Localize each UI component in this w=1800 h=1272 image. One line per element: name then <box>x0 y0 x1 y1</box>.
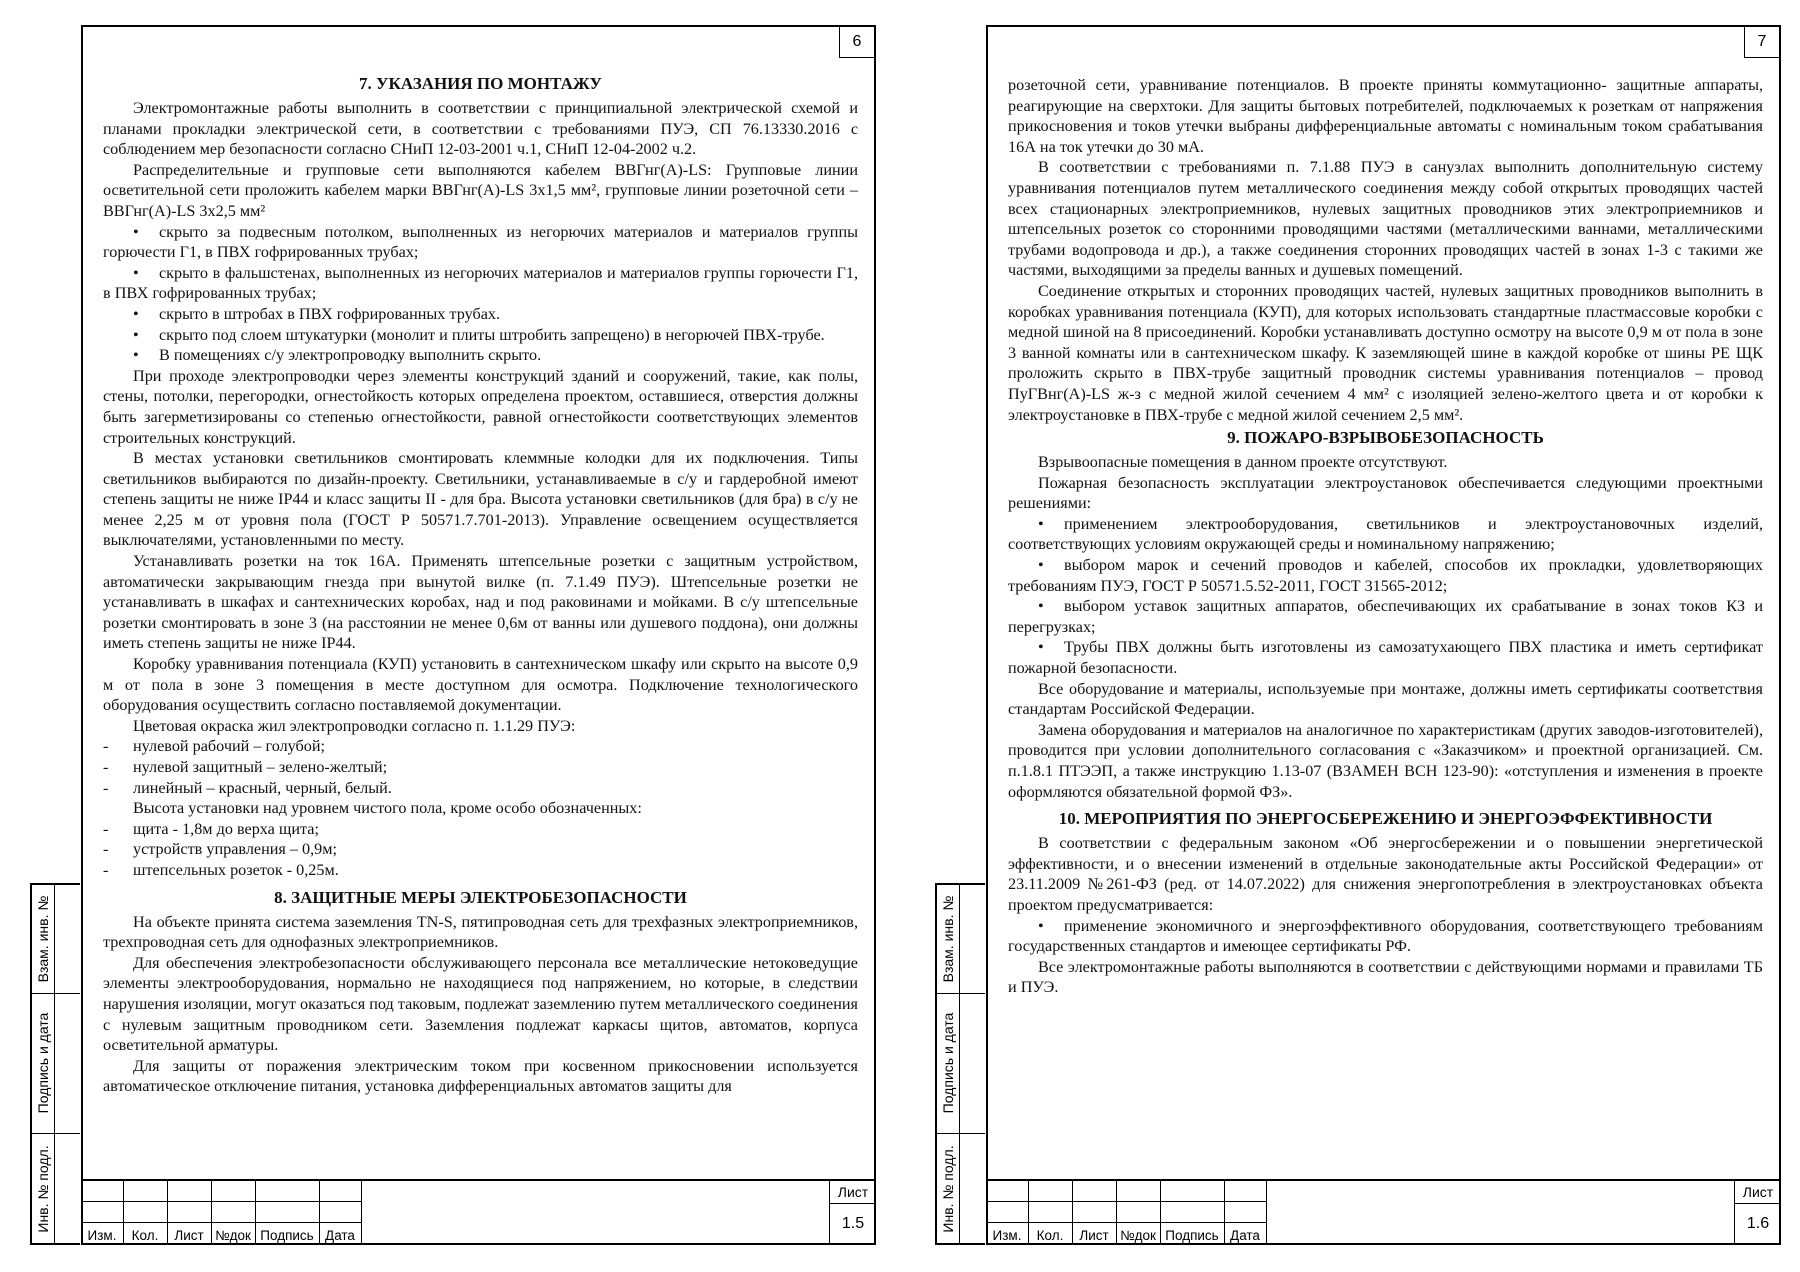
page-content <box>1008 75 1763 998</box>
paragraph: В соответствии с требованиями п. 7.1.88 ПУЭ в санузлах выполнить дополнительную систему уравнивания потенциалов путем металлического соединения между собой открытых проводящих частей всех стационарных электроприемников, нулевых защитных проводников этих электроприемников и штепсельных розеток со сторонними проводящими частями (металлическими ваннами, металлическими трубами водопровода и др.), а также соединения сторонних проводящих частей в зонах 1-3 с такими же частями, выходящими за пределы ванных и душевых помещений. <box>1008 158 1763 280</box>
bullet-icon: • <box>1038 597 1044 616</box>
sheet-label: Лист <box>830 1181 876 1204</box>
bullet-item: • скрыто за подвесным потолком, выполненных из негорючих материалов и материалов группы горючести Г1, в ПВХ гофрированных трубах; <box>103 222 858 262</box>
dash-item: - линейный – красный, черный, белый. <box>103 778 392 797</box>
page-number: 7 <box>1744 27 1779 58</box>
bullet-icon: • <box>133 304 139 323</box>
bullet-item: • применением электрооборудования, светильников и электроустановочных изделий, соответствующих условиям окружающей среды и номинальному напряжению; <box>1008 514 1763 554</box>
side-stamp <box>30 883 80 1245</box>
dash-item: - нулевой рабочий – голубой; <box>103 737 326 756</box>
section-heading: 8. ЗАЩИТНЫЕ МЕРЫ ЭЛЕКТРОБЕЗОПАСНОСТИ <box>274 887 687 907</box>
title-block <box>986 1179 1781 1245</box>
sheet-right <box>935 25 1774 1247</box>
dash-item: - нулевой защитный – зелено-желтый; <box>103 758 388 776</box>
title-block <box>81 1179 876 1245</box>
bullet-item: • скрыто в фальшстенах, выполненных из негорючих материалов и материалов группы горючести Г1, в ПВХ гофрированных трубах; <box>103 263 858 303</box>
paragraph: Распределительные и групповые сети выполняются кабелем ВВГнг(А)-LS: Групповые линии осветительной сети проложить кабелем марки ВВГнг(А)-LS 3х1,5 мм², групповые линии розеточной сети – ВВГнг(А)-LS 3х2,5 мм² <box>103 160 858 220</box>
page-number: 6 <box>839 27 874 58</box>
sheet-number: 1.6 <box>1746 1215 1770 1232</box>
side-label-inv-podl: Инв. № подл. <box>940 1145 956 1233</box>
paragraph: В местах установки светильников смонтировать клеммные колодки для их подключения. Типы светильников выбираются по дизайн-проекту. Светильники, устанавливаемые в с/у и гардеробной имеют степень защиты не ниже IP44 и класс защиты II - для бра. Высота установки светильников (для бра) в с/у не менее 2,25 м от уровня пола (ГОСТ Р 50571.7.701-2013). Управление освещением осуществляется выключателями, установленными по месту. <box>103 449 858 550</box>
bullet-icon: • <box>1038 514 1044 533</box>
side-label-inv-podl: Инв. № подл. <box>35 1145 51 1233</box>
paragraph: Электромонтажные работы выполнить в соответствии с принципиальной электрической схемой и планами прокладки электрической сети, в соответствии с требованиями ПУЭ, СП 76.13330.2016 с соблюдением мер безопасности согласно СНиП 12-03-2001 ч.1, СНиП 12-04-2002 ч.2. <box>103 99 858 159</box>
paragraph: Коробку уравнивания потенциала (КУП) установить в сантехническом шкафу или скрыто на высоте 0,9 м от пола в зоне 3 помещения в месте доступном для осмотра. Подключение технологического оборудования осуществить согласно поставляемой документации. <box>103 655 858 715</box>
stamp-ndok-label: №док <box>215 1228 251 1243</box>
side-label-vzam: Взам. инв. № <box>35 895 51 983</box>
page-frame <box>986 25 1781 1245</box>
bullet-item: • скрыто в штробах в ПВХ гофрированных трубах. <box>133 304 501 323</box>
stamp-list-label: Лист <box>174 1228 204 1243</box>
bullet-item: • скрыто под слоем штукатурки (монолит и плиты штробить запрещено) в негорючей ПВХ-трубе. <box>133 325 825 344</box>
bullet-icon: • <box>1038 556 1044 575</box>
stamp-data-label: Дата <box>1230 1228 1260 1243</box>
dash-item: - штепсельных розеток - 0,25м. <box>103 860 339 879</box>
paragraph: Замена оборудования и материалов на аналогичное по характеристикам (других заводов-изготовителей), проводится при условии дополнительного согласования с «Заказчиком» и проектной организацией. См. п.1.8.1 ПТЭЭП, а также инструкцию 1.13-07 (ВЗАМЕН ВСН 123-90): «отступления и изменения в проекте оформляются обязательной формой ФЗ». <box>1008 720 1763 801</box>
paragraph: В соответствии с федеральным законом «Об энергосбережении и о повышении энергетической эффективности, и о внесении изменений в отдельные законодательные акты Российской Федерации» от 23.11.2009 №261-ФЗ (ред. от 14.07.2022) для снижения энергопотребления в электроустановках объекта проектом предусматривается: <box>1008 834 1763 914</box>
paragraph: Высота установки над уровнем чистого пола, кроме особо обозначенных: <box>133 799 642 818</box>
bullet-item: • В помещениях с/у электропроводку выполнить скрыто. <box>133 346 542 365</box>
side-label-podpis-data: Подпись и дата <box>35 1012 51 1114</box>
page-content <box>103 71 858 1097</box>
sheet-number-box <box>1734 1181 1781 1245</box>
paragraph: Цветовая окраска жил электропроводки согласно п. 1.1.29 ПУЭ: <box>133 716 576 735</box>
paragraph: Соединение открытых и сторонних проводящих частей, нулевых защитных проводников выполнить в коробках уравнивания потенциала (КУП), для которых использовать стандартные пластмассовые коробки с медной шиной на 8 присоединений. Коробки устанавливать доступно осмотру на высоте 0,9 м от пола в зоне 3 ванной комнаты или в сантехническом шкафу. К заземляющей шине в каждой коробке от шины РЕ ЩК проложить скрыто в ПВХ-трубе защитный проводник системы уравнивания потенциалов – провод ПуГВнг(А)-LS ж-з с медной жилой сечением 4 мм² с изоляцией зелено-желтого цвета и от коробки к электроустановке в ПВХ-трубе с медной жилой сечением 2,5 мм². <box>1008 281 1763 424</box>
section-heading: 9. ПОЖАРО-ВЗРЫВОБЕЗОПАСНОСТЬ <box>1227 428 1544 448</box>
stamp-podpis-label: Подпись <box>1165 1228 1219 1243</box>
stamp-izm-label: Изм. <box>87 1228 117 1243</box>
bullet-item: • выбором уставок защитных аппаратов, обеспечивающих их срабатывание в зонах токов КЗ и перегрузках; <box>1008 597 1763 636</box>
dash-item: - щита - 1,8м до верха щита; <box>103 819 319 838</box>
bullet-icon: • <box>1038 916 1044 935</box>
sheet-number-box <box>829 1181 876 1245</box>
paragraph: Устанавливать розетки на ток 16А. Применять штепсельные розетки с защитным устройством, автоматически закрывающим гнезда при вынутой вилке (п. 7.1.49 ПУЭ). Штепсельные розетки не устанавливать в шкафах и сантехнических коробах, над и под раковинами и мойками. В с/у штепсельные розетки смонтировать в зоне 3 (на расстоянии не менее 0,6м от ванны или душевого поддона), они должны иметь степень защиты не ниже IP44. <box>103 552 858 653</box>
paragraph: Все оборудование и материалы, используемые при монтаже, должны иметь сертификаты соответствия стандартам Российской Федерации. <box>1008 679 1763 719</box>
paragraph: На объекте принята система заземления TN-S, пятипроводная сеть для трехфазных электроприемников, трехпроводная сеть для однофазных электроприемников. <box>103 912 858 952</box>
bullet-item: • выбором марок и сечений проводов и кабелей, способов их прокладки, удовлетворяющих требованиям ПУЭ, ГОСТ Р 50571.5.52-2011, ГОСТ 31565-2012; <box>1008 556 1763 595</box>
sheet-number: 1.5 <box>841 1215 865 1232</box>
paragraph: Для обеспечения электробезопасности обслуживающего персонала все металлические нетоковедущие элементы электрооборудования, нормально не находящиеся под напряжением, но которые, в следствии нарушения изоляции, могут оказаться под таковым, подлежат заземлению путем металлического соединения с нулевым защитным проводником сети. Заземления подлежат каркасы щитов, автоматов, корпуса осветительной арматуры. <box>103 953 858 1055</box>
side-label-vzam: Взам. инв. № <box>940 895 956 983</box>
stamp-kol-label: Кол. <box>1036 1228 1064 1243</box>
paragraph: Взрывоопасные помещения в данном проекте отсутствуют. <box>1038 453 1448 472</box>
section-heading: 7. УКАЗАНИЯ ПО МОНТАЖУ <box>359 74 602 93</box>
section-heading: 10. МЕРОПРИЯТИЯ ПО ЭНЕРГОСБЕРЕЖЕНИЮ И ЭНЕРГОЭФФЕКТИВНОСТИ <box>1058 809 1713 829</box>
bullet-icon: • <box>133 325 139 344</box>
side-label-podpis-data: Подпись и дата <box>940 1012 956 1114</box>
stamp-list-label: Лист <box>1079 1228 1109 1243</box>
sheet-label: Лист <box>1735 1181 1781 1204</box>
paragraph: Для защиты от поражения электрическим током при косвенном прикосновении используется автоматическое отключение питания, установка дифференциальных автоматов защиты для <box>103 1056 858 1096</box>
stamp-kol-label: Кол. <box>131 1228 159 1243</box>
sheet-left <box>30 25 869 1247</box>
stamp-ndok-label: №док <box>1120 1228 1156 1243</box>
bullet-item: • применение экономичного и энергоэффективного оборудования, соответствующего требованиям государственных стандартов и имеющее сертификаты РФ. <box>1008 916 1763 956</box>
stamp-podpis-label: Подпись <box>260 1228 314 1243</box>
paragraph: Все электромонтажные работы выполняются в соответствии с действующими нормами и правилами ТБ и ПУЭ. <box>1008 957 1763 997</box>
bullet-icon: • <box>133 263 139 282</box>
paragraph: розеточной сети, уравнивание потенциалов. В проекте приняты коммутационно- защитные аппараты, реагирующие на сверхтоки. Для защиты бытовых потребителей, подключаемых к розеткам от напряжения прикосновения и токов утечки выбраны дифференциальные автоматы с номинальным током срабатывания 16А на ток утечки до 30 мА. <box>1008 76 1763 156</box>
bullet-icon: • <box>133 346 139 365</box>
stamp-izm-label: Изм. <box>992 1228 1022 1243</box>
side-stamp <box>935 883 985 1245</box>
page-frame <box>81 25 876 1245</box>
bullet-icon: • <box>1038 638 1044 657</box>
bullet-icon: • <box>133 222 139 241</box>
stamp-data-label: Дата <box>325 1228 355 1243</box>
paragraph: При проходе электропроводки через элементы конструкций зданий и сооружений, такие, как полы, стены, потолки, перегородки, огнестойкость которых определена проектом, оставшиеся, отверстия должны быть загерметизированы со степенью огнестойкости, равной огнестойкости соответствующих элементов строительных конструкций. <box>103 366 858 447</box>
bullet-item: • Трубы ПВХ должны быть изготовлены из самозатухающего ПВХ пластика и иметь сертификат пожарной безопасности. <box>1008 638 1763 678</box>
dash-item: - устройств управления – 0,9м; <box>103 840 338 859</box>
paragraph: Пожарная безопасность эксплуатации электроустановок обеспечивается следующими проектными решениями: <box>1008 473 1763 513</box>
